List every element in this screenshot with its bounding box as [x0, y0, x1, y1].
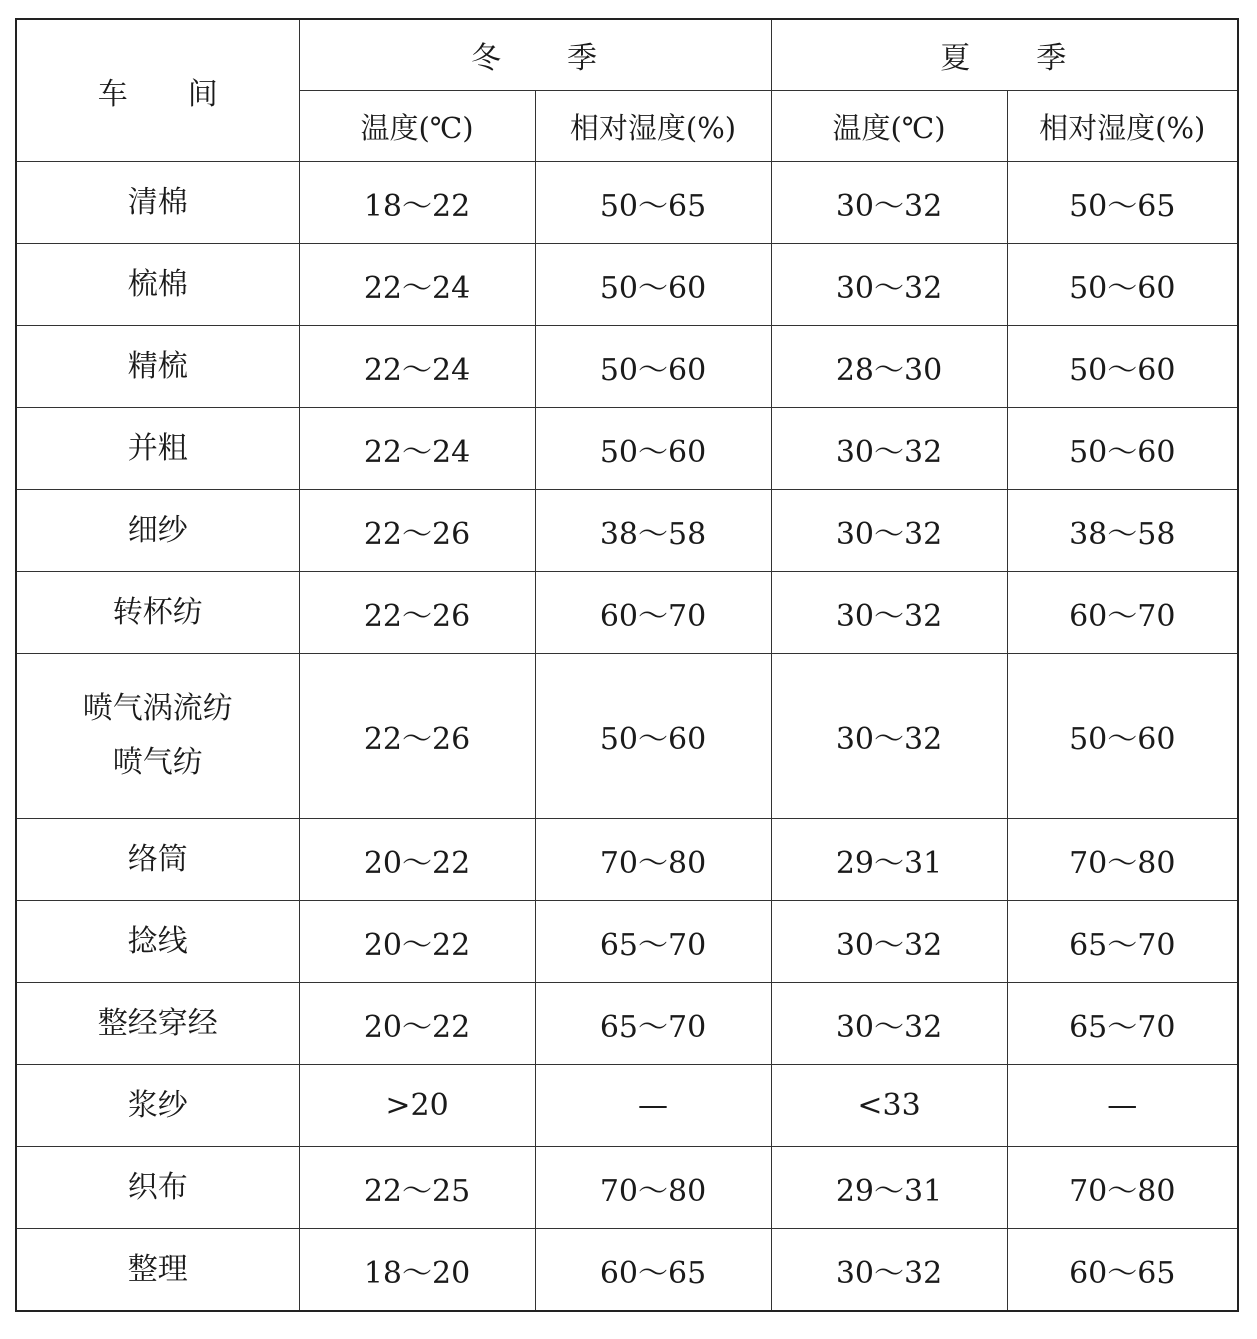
table-row: [16, 819, 1238, 901]
workshop-name-cell: [16, 244, 299, 326]
workshop-name-line: 精梳: [127, 348, 188, 384]
winter-humidity-cell: 50～60: [535, 654, 771, 819]
summer-temp-cell: 28～30: [771, 326, 1007, 408]
summer-temp-cell: 30～32: [771, 654, 1007, 819]
summer-humidity-cell: 50～60: [1007, 654, 1238, 819]
winter-humidity-cell: 50～60: [535, 326, 771, 408]
workshop-name-line: 整经穿经: [97, 1005, 218, 1041]
winter-temp-cell: 18～20: [299, 1229, 535, 1312]
summer-humidity-cell: 60～65: [1007, 1229, 1238, 1312]
summer-humidity-cell: 70～80: [1007, 1147, 1238, 1229]
winter-temp-cell: 22～26: [299, 490, 535, 572]
workshop-name-cell: [16, 1229, 299, 1312]
winter-humidity-cell: 60～70: [535, 572, 771, 654]
winter-temp-cell: 18～22: [299, 162, 535, 244]
header-winter-humidity: 相对湿度(%): [535, 91, 771, 162]
workshop-name-cell: [16, 983, 299, 1065]
summer-humidity-cell: 50～60: [1007, 408, 1238, 490]
summer-humidity-cell: 70～80: [1007, 819, 1238, 901]
winter-humidity-cell: 65～70: [535, 983, 771, 1065]
header-summer: 夏 季: [771, 19, 1238, 91]
workshop-name-cell: [16, 654, 299, 819]
workshop-name-line: 转杯纺: [112, 594, 203, 630]
table-row: [16, 901, 1238, 983]
winter-temp-cell: 20～22: [299, 983, 535, 1065]
table-row: [16, 326, 1238, 408]
workshop-name-line: 织布: [127, 1169, 188, 1205]
table-row: [16, 1065, 1238, 1147]
winter-humidity-cell: 50～60: [535, 244, 771, 326]
workshop-name-cell: [16, 572, 299, 654]
winter-temp-cell: 22～25: [299, 1147, 535, 1229]
workshop-climate-table-container: [15, 18, 1237, 1312]
summer-temp-cell: 30～32: [771, 901, 1007, 983]
table-row: [16, 408, 1238, 490]
workshop-name-cell: [16, 490, 299, 572]
winter-humidity-cell: 70～80: [535, 819, 771, 901]
workshop-name-cell: [16, 1065, 299, 1147]
summer-temp-cell: 30～32: [771, 572, 1007, 654]
summer-temp-cell: 29～31: [771, 819, 1007, 901]
table-row: [16, 244, 1238, 326]
summer-humidity-cell: 65～70: [1007, 901, 1238, 983]
winter-humidity-cell: 65～70: [535, 901, 771, 983]
workshop-name-line: 浆纱: [127, 1087, 188, 1123]
winter-temp-cell: 22～24: [299, 244, 535, 326]
table-header: [16, 19, 1238, 162]
winter-humidity-cell: 70～80: [535, 1147, 771, 1229]
winter-temp-cell: 22～26: [299, 572, 535, 654]
workshop-name-line: 清棉: [127, 184, 188, 220]
summer-temp-cell: 30～32: [771, 408, 1007, 490]
workshop-name-line: 捻线: [127, 923, 188, 959]
header-summer-humidity: 相对湿度(%): [1007, 91, 1238, 162]
header-workshop: 车 间: [16, 19, 299, 162]
workshop-name-line: 喷气涡流纺: [82, 691, 233, 726]
summer-humidity-cell: 50～60: [1007, 244, 1238, 326]
workshop-name-line: 络筒: [127, 841, 188, 877]
winter-humidity-cell: 38～58: [535, 490, 771, 572]
summer-humidity-cell: —: [1007, 1065, 1238, 1147]
workshop-climate-table: [15, 18, 1239, 1312]
winter-temp-cell: 20～22: [299, 901, 535, 983]
winter-humidity-cell: 60～65: [535, 1229, 771, 1312]
winter-humidity-cell: —: [535, 1065, 771, 1147]
summer-temp-cell: 30～32: [771, 244, 1007, 326]
workshop-name-cell: [16, 326, 299, 408]
workshop-name-cell: [16, 901, 299, 983]
summer-temp-cell: 30～32: [771, 983, 1007, 1065]
winter-temp-cell: 20～22: [299, 819, 535, 901]
workshop-name-line: 喷气纺: [112, 745, 203, 780]
summer-humidity-cell: 38～58: [1007, 490, 1238, 572]
winter-temp-cell: 22～26: [299, 654, 535, 819]
header-winter: 冬 季: [299, 19, 771, 91]
summer-temp-cell: 30～32: [771, 490, 1007, 572]
summer-temp-cell: 29～31: [771, 1147, 1007, 1229]
table-row: [16, 572, 1238, 654]
table-row: [16, 1229, 1238, 1312]
workshop-name-line: 细纱: [127, 512, 188, 548]
summer-temp-cell: <33: [771, 1065, 1007, 1147]
workshop-name-line: 整理: [127, 1251, 188, 1287]
winter-humidity-cell: 50～65: [535, 162, 771, 244]
table-row: [16, 1147, 1238, 1229]
table-row: [16, 162, 1238, 244]
summer-humidity-cell: 50～60: [1007, 326, 1238, 408]
winter-temp-cell: >20: [299, 1065, 535, 1147]
workshop-name-cell: [16, 819, 299, 901]
workshop-name-cell: [16, 162, 299, 244]
winter-temp-cell: 22～24: [299, 326, 535, 408]
summer-temp-cell: 30～32: [771, 162, 1007, 244]
header-summer-temp: 温度(℃): [771, 91, 1007, 162]
header-row-seasons: [16, 19, 1238, 91]
summer-humidity-cell: 65～70: [1007, 983, 1238, 1065]
table-row: [16, 654, 1238, 819]
summer-humidity-cell: 50～65: [1007, 162, 1238, 244]
summer-humidity-cell: 60～70: [1007, 572, 1238, 654]
workshop-name-line: 并粗: [127, 430, 188, 466]
winter-humidity-cell: 50～60: [535, 408, 771, 490]
table-body: [16, 162, 1238, 1312]
header-winter-temp: 温度(℃): [299, 91, 535, 162]
workshop-name-cell: [16, 408, 299, 490]
workshop-name-line: 梳棉: [127, 266, 188, 302]
table-row: [16, 490, 1238, 572]
workshop-name-cell: [16, 1147, 299, 1229]
winter-temp-cell: 22～24: [299, 408, 535, 490]
table-row: [16, 983, 1238, 1065]
summer-temp-cell: 30～32: [771, 1229, 1007, 1312]
